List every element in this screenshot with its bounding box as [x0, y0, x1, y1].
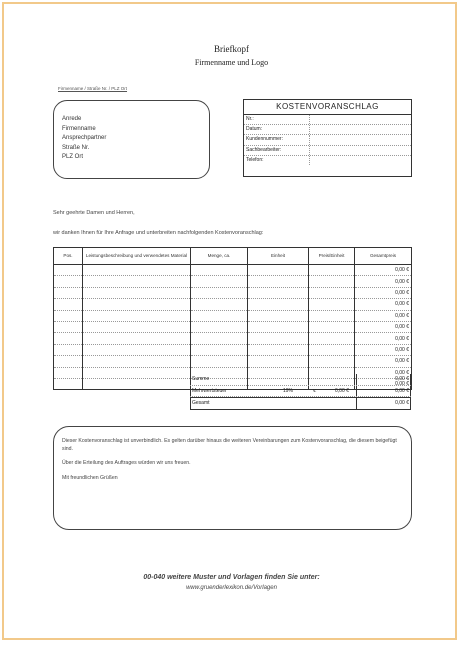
- table-row: [54, 321, 412, 332]
- grand-total-value: 0,00 €: [395, 400, 409, 406]
- table-header-row: [54, 248, 412, 265]
- row-amount: 0,00 €: [355, 378, 412, 389]
- notes-paragraph: Dieser Kostenvoranschlag ist unverbindlich. Es gelten darüber hinaus die weiteren Vereinbarungen zum Kostenvoranschlag, die diesem beigefügt sind.: [62, 438, 397, 452]
- closing-text: Mit freundlichen Grüßen: [62, 474, 118, 481]
- table-row: [54, 344, 412, 355]
- notes-paragraph: Über die Erteilung des Auftrages würden wir uns freuen.: [62, 460, 191, 466]
- row-amount: 0,00 €: [355, 287, 412, 298]
- totals-box: [190, 374, 411, 410]
- items-table: [53, 247, 412, 390]
- recipient-line: PLZ Ort: [62, 154, 84, 160]
- letterhead-title: Briefkopf: [214, 44, 249, 54]
- footer-promo: 00-040 weitere Muster und Vorlagen finden Sie unter:: [143, 574, 320, 581]
- quote-field-row: [244, 135, 411, 145]
- vat-rate: 19%: [283, 387, 294, 394]
- col-header-total: Gesamtpreis: [355, 248, 412, 265]
- vat-row: [190, 386, 411, 398]
- row-amount: 0,00 €: [355, 367, 412, 378]
- row-amount: 0,00 €: [355, 333, 412, 344]
- vat-of: v.: [313, 387, 317, 394]
- subtotal-row: [190, 374, 411, 386]
- vat-base: 0,00 €: [335, 387, 349, 394]
- col-header-unit: Einheit: [248, 248, 309, 265]
- table-row: [54, 276, 412, 287]
- quote-field-row: [244, 115, 411, 125]
- col-header-unit-price: Preis/Einheit: [309, 248, 355, 265]
- quote-field-label: Sachbearbeiter:: [246, 146, 282, 153]
- table-row: [54, 333, 412, 344]
- letterhead-subtitle: Firmenname und Logo: [194, 58, 269, 67]
- grand-total-row: [190, 397, 411, 410]
- row-amount: 0,00 €: [355, 321, 412, 332]
- quote-field-row: [244, 146, 411, 156]
- quote-field-row: [244, 125, 411, 135]
- table-row: [54, 356, 412, 367]
- row-amount: 0,00 €: [355, 344, 412, 355]
- quote-title: KOSTENVORANSCHLAG: [244, 100, 411, 115]
- quote-info-box: [243, 99, 412, 177]
- grand-total-label: Gesamt: [192, 400, 210, 406]
- row-amount: 0,00 €: [355, 356, 412, 367]
- sender-line: Firmenname / Straße Nr. / PLZ Ort: [58, 86, 128, 91]
- footer-link[interactable]: www.gruenderlexikon.de/Vorlagen: [186, 585, 277, 591]
- quote-field-label: Telefon:: [246, 156, 264, 163]
- table-row: [54, 310, 412, 321]
- subtotal-label: Summe: [192, 376, 210, 382]
- row-amount: 0,00 €: [355, 299, 412, 310]
- salutation: Sehr geehrte Damen und Herren,: [53, 210, 135, 216]
- table-row: [54, 265, 412, 276]
- row-amount: 0,00 €: [355, 276, 412, 287]
- quote-field-label: Nr.:: [246, 116, 254, 122]
- subtotal-value: 0,00 €: [395, 376, 409, 382]
- col-header-pos: Pos.: [54, 248, 83, 265]
- intro-text: wir danken Ihnen für Ihre Anfrage und unterbreiten nachfolgenden Kostenvoranschlag:: [53, 230, 264, 236]
- notes-text: [62, 438, 402, 482]
- quote-field-label: Kundennummer:: [246, 136, 283, 143]
- quote-field-row: [244, 156, 411, 165]
- col-header-quantity: Menge, ca.: [191, 248, 248, 265]
- quote-field-label: Datum:: [246, 126, 263, 133]
- vat-label: Mehrwertsteuer: [192, 387, 227, 394]
- table-row: [54, 299, 412, 310]
- recipient-line: Anrede: [62, 116, 82, 122]
- recipient-address: [62, 115, 106, 163]
- recipient-line: Firmenname: [62, 125, 96, 132]
- table-row: [54, 287, 412, 298]
- row-amount: 0,00 €: [355, 265, 412, 276]
- vat-value: 0,00 €: [395, 387, 409, 394]
- row-amount: 0,00 €: [355, 310, 412, 321]
- recipient-line: Straße Nr.: [62, 144, 90, 151]
- col-header-description: Leistungsbeschreibung und verwendetes Material: [83, 248, 191, 265]
- recipient-line: Ansprechpartner: [62, 135, 107, 141]
